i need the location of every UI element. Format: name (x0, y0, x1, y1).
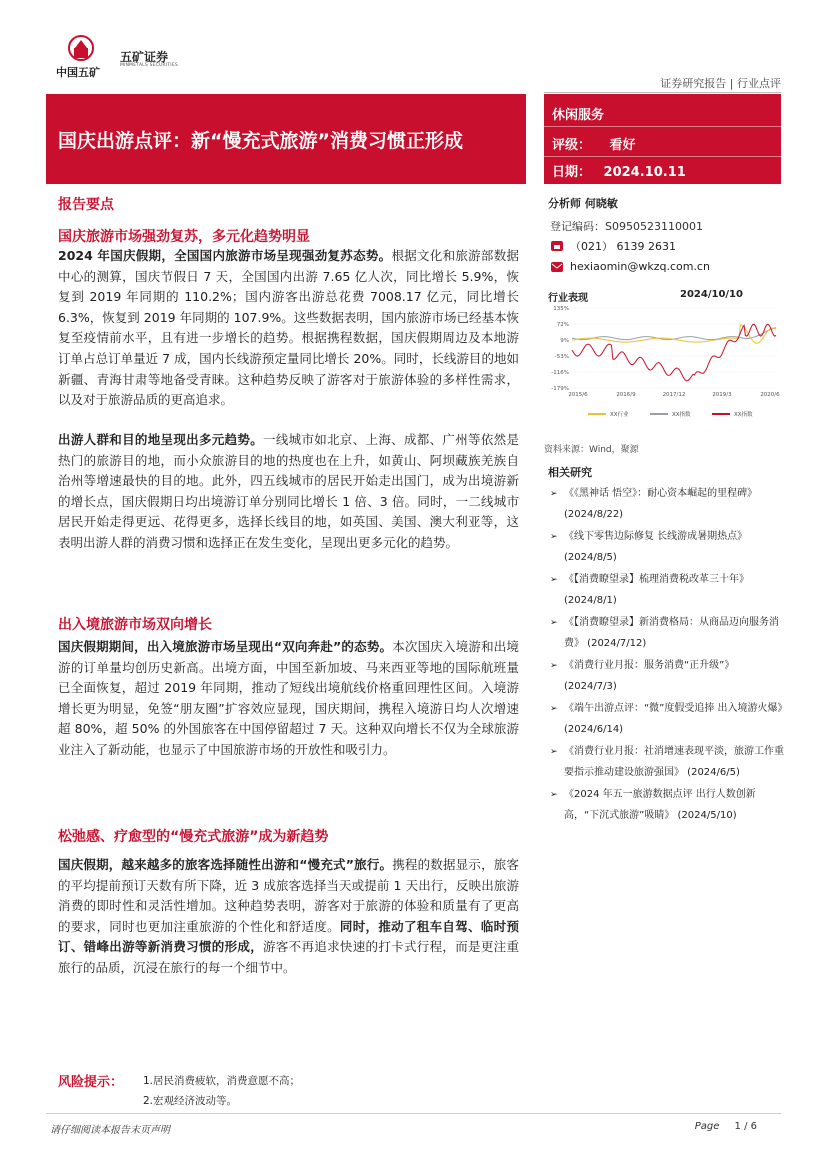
legend-label: XX指数 (672, 412, 691, 418)
related-item-text: 《《黑神话 悟空》：耐心资本崛起的里程碑》 (2024/8/22) (564, 488, 758, 520)
paragraph-4-body: 携程的数据显示，旅客的平均提前预订天数有所下降，近 3 成旅客选择当天或提前 1 天出行，反映出旅游消费的即时性和灵活性增加。这种趋势表明，游客对于旅游的体验和质量有了更高的要求，同时也更加注重旅游的个性化和舒适度。 (58, 857, 519, 934)
y-tick-label: 72% (556, 322, 569, 328)
related-item[interactable] (550, 742, 790, 783)
related-item-text: 《消费行业月报：社消增速表现平淡，旅游工作重要指示推动建设旅游强国》 (2024/6/5) (564, 746, 784, 778)
paragraph-4-lead: 国庆假期，越来越多的旅客选择随性出游和“慢充式”旅行。 (58, 857, 393, 872)
date-label: 日期： (552, 165, 592, 180)
page-value: 1 / 6 (734, 1121, 757, 1132)
paragraph-2 (58, 430, 519, 554)
arrow-icon: ➢ (550, 747, 558, 757)
rating-row (552, 134, 636, 153)
paragraph-4 (58, 855, 519, 979)
rating-label: 评级： (552, 138, 592, 153)
paragraph-3-body: 本次国庆入境游和出境游的订单量均创历史新高。出境方面，中国至新加坡、马来西亚等地的国际航班量已全面恢复，超过 2019 年同期，推动了短线出境航线价格重回理性区间。入境游增长更为明显，免签“朋友圈”扩容效应显现，国庆期间，携程入境游日均人次增速超 80%，超 50% 的外国旅客在中国停留超过 7 天。这种双向增长不仅为全球旅游业注入了新动能，也显示了中国旅游市场的开放性和吸引力。 (58, 639, 519, 757)
related-list (550, 484, 790, 828)
logo-text-en: MINMETALS SECURITIES (120, 63, 178, 68)
subheading-1: 国庆旅游市场强劲复苏，多元化趋势明显 (58, 229, 310, 245)
paragraph-2-body: 一线城市如北京、上海、成都、广州等依然是热门的旅游目的地，而小众旅游目的地的热度也在上升，如黄山、阿坝藏族羌族自治州等增速最快的目的地。此外，四五线城市的居民开始走出国门，成为出境游新的增长点，国庆假期日均出境游订单分别同比增长 1 倍、3 倍。同时，一二线城市居民开始走得更远、花得更多，选择长线目的地，如英国、美国、澳大利亚等，这表明出游人群的消费习惯和选择正在发生变化，呈现出更多元化的趋势。 (58, 432, 519, 550)
x-tick-label: 2017/12 (662, 392, 686, 398)
paragraph-4-bold: 同时，推动了租车自驾、临时预订、错峰出游等新消费习惯的形成， (58, 918, 519, 955)
arrow-icon: ➢ (550, 618, 558, 628)
legend-label: XX行业 (610, 412, 629, 418)
y-tick-label: -179% (551, 386, 569, 392)
related-item-text: 《消费行业月报：服务消费“正升级”》 (2024/7/3) (564, 660, 735, 692)
x-tick-label: 2016/9 (616, 392, 636, 398)
arrow-icon: ➢ (550, 489, 558, 499)
arrow-icon: ➢ (550, 661, 558, 671)
related-item[interactable] (550, 613, 790, 654)
minmetals-logo-icon (66, 34, 96, 62)
logo-text-securities: 五矿证券 (120, 50, 169, 64)
performance-chart (544, 300, 781, 430)
section-title: 报告要点 (58, 197, 114, 213)
analyst-reg: 登记编码：S0950523110001 (550, 220, 703, 233)
related-item[interactable] (550, 699, 790, 740)
chart-source: 资料来源：Wind，聚源 (544, 445, 639, 455)
arrow-icon: ➢ (550, 575, 558, 585)
analyst-email[interactable]: hexiaomin@wkzq.com.cn (570, 260, 710, 273)
paragraph-4-tail: 游客不再追求快速的打卡式行程，而是更注重旅行的品质，沉浸在旅行的每一个细节中。 (58, 939, 519, 975)
related-item[interactable] (550, 570, 790, 611)
analyst-name: 分析师 何晓敏 (548, 197, 618, 210)
risk-title: 风险提示： (58, 1075, 124, 1090)
risk-item-2: 2.宏观经济波动等。 (143, 1095, 238, 1107)
series-line-red (572, 324, 776, 381)
footer-disclaimer: 请仔细阅读本报告末页声明 (50, 1125, 170, 1136)
paragraph-3-lead: 国庆假期期间，出入境旅游市场呈现出“双向奔赴”的态势。 (58, 639, 393, 654)
arrow-icon: ➢ (550, 704, 558, 714)
arrow-icon: ➢ (550, 532, 558, 542)
phone-icon (550, 240, 564, 252)
y-tick-label: 9% (560, 338, 569, 344)
chart-title: 行业表现 (548, 293, 588, 304)
subheading-3: 松弛感、疗愈型的“慢充式旅游”成为新趋势 (58, 829, 329, 845)
info-band (544, 94, 781, 184)
x-tick-label: 2020/6 (760, 392, 780, 398)
related-item-text: 《2024 年五一旅游数据点评 出行人数创新高，“下沉式旅游”吸睛》 (2024/5/10) (564, 789, 756, 821)
related-item[interactable] (550, 656, 790, 697)
related-item-text: 《线下零售边际修复 长线游成暑期热点》 (2024/8/5) (564, 531, 748, 563)
x-tick-label: 2019/3 (712, 392, 732, 398)
header-divider (544, 92, 781, 93)
subheading-2: 出入境旅游市场双向增长 (58, 617, 212, 633)
related-item[interactable] (550, 484, 790, 525)
legend-label: XX指数 (734, 412, 753, 418)
y-tick-label: 135% (553, 306, 569, 312)
analyst-email-row[interactable] (550, 260, 710, 273)
related-item-text: 《端午出游点评：“微”度假受追捧 出入境游火爆》 (2024/6/14) (564, 703, 788, 735)
paragraph-1-body: 根据文化和旅游部数据中心的测算，国庆节假日 7 天，全国国内出游 7.65 亿人次，同比增长 5.9%，恢复到 2019 年同期的 110.2%；国内游客出游总花费 7008.17 亿元，同比增长 6.3%，恢复到 2019 年同期的 107.9%。这些数据表明，国内旅游市场已经基本恢复至疫情前水平，且有进一步增长的趋势。根据携程数据，国庆假期周边及本地游订单占总订单量近 7 成，国内长线游预定量同比增长 20%。同时，长线游目的地如新疆、青海甘肃等地备受青睐。这种趋势反映了游客对于旅游体验的多样性需求，以及对于旅游品质的更高追求。 (58, 248, 519, 408)
email-icon (550, 261, 564, 273)
analyst-phone: （021） 6139 2631 (570, 240, 676, 253)
report-type: 证券研究报告 | 行业点评 (660, 77, 781, 90)
y-tick-label: -116% (551, 370, 569, 376)
report-title: 国庆出游点评：新“慢充式旅游”消费习惯正形成 (58, 130, 463, 152)
related-item[interactable] (550, 785, 790, 826)
logo-text-cn: 中国五矿 (56, 66, 100, 79)
related-item-text: 《【消费瞭望录】新消费格局：从商品迈向服务消费》 (2024/7/12) (564, 617, 779, 649)
x-tick-label: 2015/6 (568, 392, 588, 398)
footer-divider (46, 1113, 781, 1114)
industry-name: 休闲服务 (552, 108, 605, 123)
arrow-icon: ➢ (550, 790, 558, 800)
risk-item-1: 1.居民消费疲软，消费意愿不高； (143, 1075, 301, 1087)
paragraph-2-lead: 出游人群和目的地呈现出多元趋势。 (58, 432, 264, 447)
page-number (695, 1121, 757, 1132)
page-label: Page (694, 1121, 720, 1132)
related-title: 相关研究 (548, 466, 592, 479)
date-row (552, 161, 686, 180)
analyst-phone-row (550, 238, 676, 254)
date-value: 2024.10.11 (603, 165, 686, 180)
rating-value: 看好 (609, 138, 636, 153)
chart-date: 2024/10/10 (680, 289, 743, 300)
paragraph-1 (58, 246, 519, 411)
paragraph-3 (58, 637, 519, 761)
related-item-text: 《【消费瞭望录】梳理消费税改革三十年》 (2024/8/1) (564, 574, 749, 606)
y-tick-label: -53% (554, 354, 569, 360)
related-item[interactable] (550, 527, 790, 568)
paragraph-1-lead: 2024 年国庆假期，全国国内旅游市场呈现强劲复苏态势。 (58, 248, 392, 263)
